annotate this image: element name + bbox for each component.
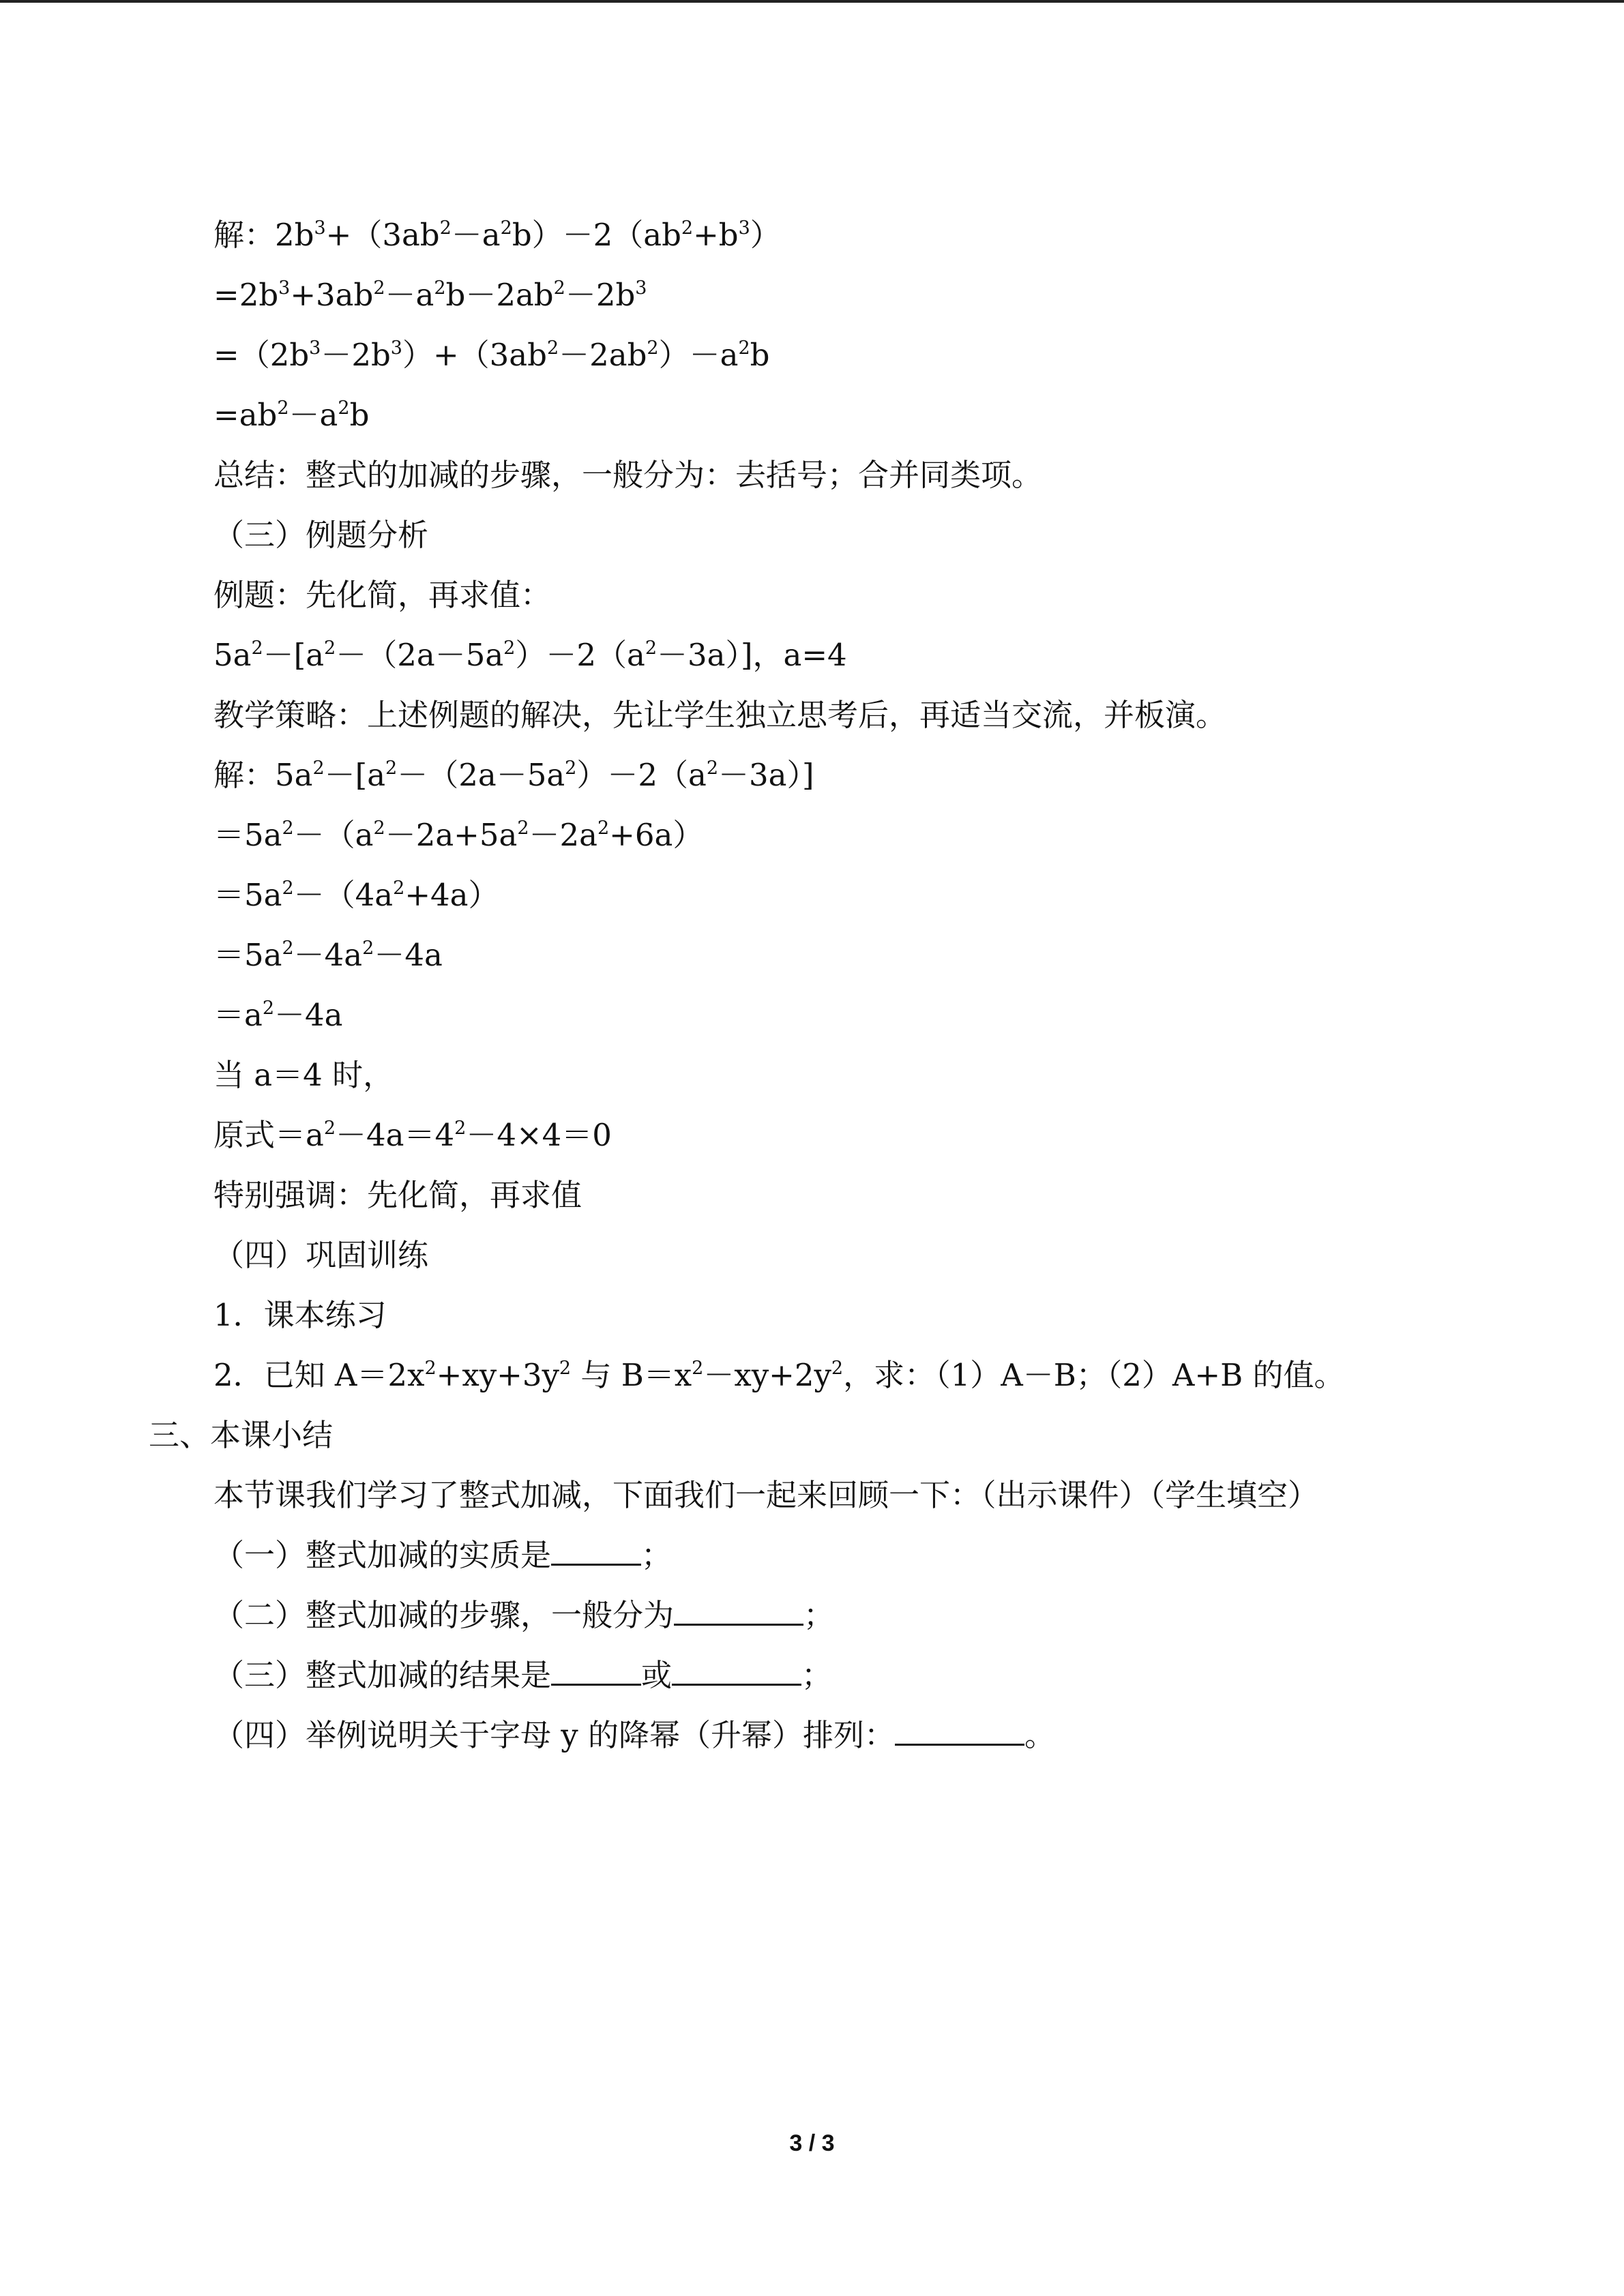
text-line-fill-3: （三）整式加减的结果是 或 ； <box>213 1655 832 1696</box>
text-line-example-prompt: 例题：先化简，再求值： <box>213 577 552 613</box>
text-line-sol2-l5: $=a^2-4a$ <box>213 997 343 1033</box>
text-line-sol2-l4: $=5a^2-4a^2-4a$ <box>213 937 443 973</box>
text-line-emphasis: 特别强调：先化简，再求值 <box>213 1177 582 1213</box>
text-line-heading-summary: 三、本课小结 <box>149 1417 334 1453</box>
page-number: 3 / 3 <box>789 2130 835 2156</box>
top-border <box>0 0 1624 3</box>
text-line-fill-2: （二）整式加减的步骤，一般分为 ； <box>213 1595 834 1636</box>
text-line-sol2-when: 当 a＝4 时， <box>213 1057 394 1093</box>
text-line-sol1-l1: 解：$2b^3+(3ab^2-a^2b)-2(ab^2+b^3)$ <box>213 217 781 253</box>
text-line-heading-practice: （四）巩固训练 <box>213 1237 429 1273</box>
text-line-sol2-l3: $=5a^2-(4a^2+4a)$ <box>213 877 499 913</box>
text-line-sol2-l1: 解：$5a^2-[a^2-(2a-5a^2)-2(a^2-3a)]$ <box>213 757 814 793</box>
text-line-practice-1: 1．课本练习 <box>213 1297 387 1333</box>
text-line-summary-steps: 总结：整式的加减的步骤，一般分为：去括号；合并同类项。 <box>213 457 1043 493</box>
text-line-heading-example: （三）例题分析 <box>213 517 429 553</box>
text-line-summary-intro: 本节课我们学习了整式加减，下面我们一起来回顾一下：（出示课件）（学生填空） <box>213 1477 1319 1513</box>
text-line-example-expr: $5a^2-[a^2-(2a-5a^2)-2(a^2-3a)]$，a=4 <box>213 637 847 673</box>
text-line-sol2-result: 原式$=a^2-4a=4^2-4\times 4=0$ <box>213 1117 612 1153</box>
text-line-sol2-l2: $=5a^2-(a^2-2a+5a^2-2a^2+6a)$ <box>213 817 704 853</box>
text-line-sol1-l3: $=(2b^3-2b^3)+(3ab^2-2ab^2)-a^2b$ <box>213 337 770 373</box>
text-line-sol1-l2: $=2b^3+3ab^2-a^2b-2ab^2-2b^3$ <box>213 277 647 313</box>
text-line-sol1-l4: $=ab^2-a^2b$ <box>213 397 370 433</box>
text-line-fill-4: （四）举例说明关于字母 y 的降幂（升幂）排列： 。 <box>213 1715 1055 1756</box>
text-line-teaching-strategy: 教学策略：上述例题的解决，先让学生独立思考后，再适当交流，并板演。 <box>213 697 1227 733</box>
text-line-practice-2: 2．已知 $A=2x^2+xy+3y^2$ 与 $B=x^2-xy+2y^2$，求：（1）A－B；（2）A+B 的值。 <box>213 1357 1345 1393</box>
text-line-fill-1: （一）整式加减的实质是 ； <box>213 1535 672 1576</box>
